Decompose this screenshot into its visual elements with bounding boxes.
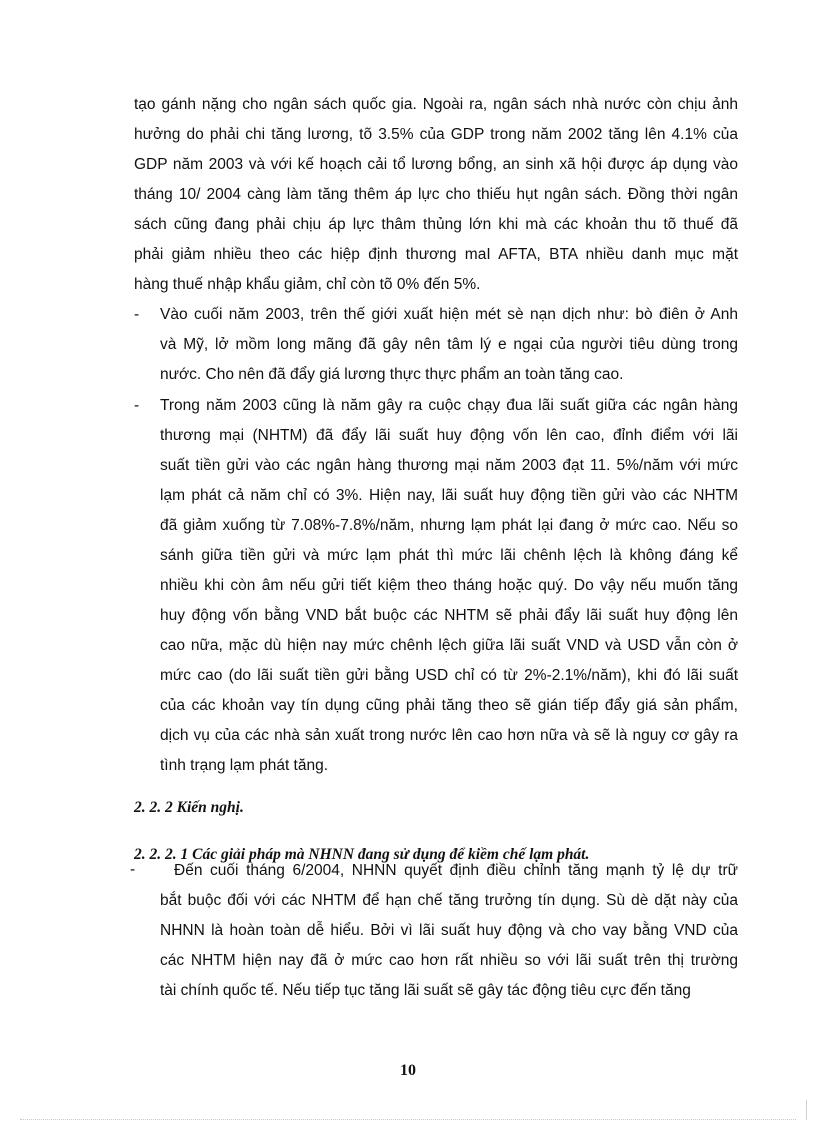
bullet-item-2 <box>160 396 738 776</box>
text-line: Trong năm 2003 cũng là năm gây ra cuộc chạy đua lãi suất giữa các ngân hàng <box>160 397 738 414</box>
text-line: Vào cuối năm 2003, trên thế giới xuất hiện mét sè nạn dịch như: bò điên ở Anh <box>160 306 738 323</box>
text-line: hưởng do phải chi tăng lương, tõ 3.5% của GDP trong năm 2002 tăng lên 4.1% của <box>134 126 738 143</box>
bullet-marker: - <box>134 306 140 323</box>
text-line: Đến cuối tháng 6/2004, NHNN quyết định điều chỉnh tăng mạnh tỷ lệ dự trữ <box>174 862 738 879</box>
text-line: đã giảm xuống từ 7.08%-7.8%/năm, nhưng lạm phát lại đang ở mức cao. Nếu so <box>160 517 738 534</box>
text-line: tháng 10/ 2004 càng làm tăng thêm áp lực cho thiếu hụt ngân sách. Đồng thời ngân <box>134 186 738 203</box>
text-line: thương mại (NHTM) đã đẩy lãi suất huy động vốn lên cao, đỉnh điểm với lãi <box>160 427 738 444</box>
text-line: huy động vốn bằng VND bắt buộc các NHTM sẽ phải đẩy lãi suất huy động lên <box>160 607 738 624</box>
subsection-heading: 2. 2. 2. 1 Các giải pháp mà NHNN đang sử dụng để kiềm chế lạm phát. <box>134 846 590 863</box>
text-line: sánh giữa tiền gửi và mức lạm phát thì mức lãi chênh lệch là không đáng kể <box>160 547 738 564</box>
text-line: suất tiền gửi vào các ngân hàng thương mại năm 2003 đạt 11. 5%/năm với mức <box>160 457 738 474</box>
text-line: mức cao (do lãi suất tiền gửi bằng USD chỉ có từ 2%-2.1%/năm), khi đó lãi suất <box>160 667 738 684</box>
text-line: cao nữa, mặc dù hiện nay mức chênh lệch giữa lãi suất VND và USD vẫn còn ở <box>160 637 738 654</box>
text-line: tạo gánh nặng cho ngân sách quốc gia. Ngoài ra, ngân sách nhà nước còn chịu ảnh <box>134 96 738 113</box>
page-border-line <box>20 1119 796 1120</box>
text-line: nhiều khi còn âm nếu gửi tiết kiệm theo tháng hoặc quý. Do vậy nếu muốn tăng <box>160 577 738 594</box>
text-line: và Mỹ, lở mồm long mãng đã gây nên tâm lý e ngại của người tiêu dùng trong <box>160 336 738 353</box>
page-number: 10 <box>400 1062 416 1079</box>
text-line: các NHTM hiện nay đã ở mức cao hơn rất nhiều so với lãi suất trên thị trường <box>160 952 738 969</box>
bullet-marker: - <box>130 861 136 878</box>
text-line: dịch vụ của các nhà sản xuất trong nước lên cao hơn nữa và sẽ là nguy cơ gây ra <box>160 727 738 744</box>
paragraph-intro <box>134 95 738 295</box>
text-line: tình trạng lạm phát tăng. <box>160 757 329 774</box>
text-line: lạm phát cả năm chỉ có 3%. Hiện nay, lãi suất huy động tiền gửi vào các NHTM <box>160 487 738 504</box>
paragraph-measures <box>160 861 738 1001</box>
text-line: tài chính quốc tế. Nếu tiếp tục tăng lãi suất sẽ gây tác động tiêu cực đến tăng <box>160 982 691 999</box>
text-line: phải giảm nhiều theo các hiệp định thương maI AFTA, BTA nhiều danh mục mặt <box>134 246 738 263</box>
text-line: của các khoản vay tín dụng cũng phải tăng theo sẽ gián tiếp đẩy giá sản phẩm, <box>160 697 738 714</box>
bullet-item-1 <box>160 305 738 385</box>
text-line: nước. Cho nên đã đẩy giá lương thực thực phẩm an toàn tăng cao. <box>160 366 624 383</box>
page-border-tick <box>806 1100 807 1120</box>
text-line: sách cũng đang phải chịu áp lực thâm thủng lớn khi mà các khoản thu tõ thuế đã <box>134 216 738 233</box>
text-line: NHNN là hoàn toàn dễ hiểu. Bởi vì lãi suất huy động và cho vay bằng VND của <box>160 922 738 939</box>
text-line: GDP năm 2003 và với kế hoạch cải tổ lương bổng, an sinh xã hội được áp dụng vào <box>134 156 738 173</box>
text-line: bắt buộc đối với các NHTM để hạn chế tăng trưởng tín dụng. Sù dè dặt này của <box>160 892 738 909</box>
bullet-marker: - <box>134 397 140 414</box>
section-heading: 2. 2. 2 Kiến nghị. <box>134 799 244 816</box>
text-line: hàng thuế nhập khẩu giảm, chỉ còn tõ 0% đến 5%. <box>134 276 481 293</box>
